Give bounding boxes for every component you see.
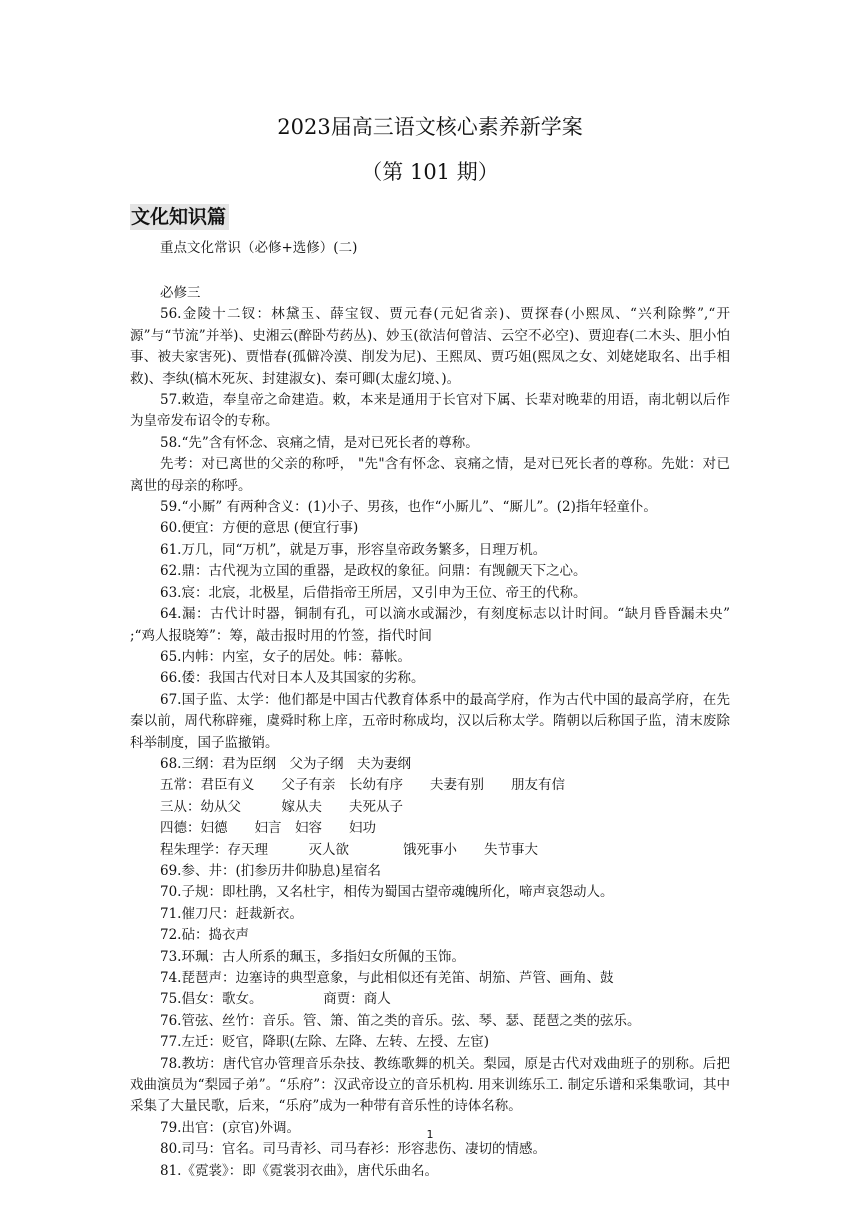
- body-paragraph: 64.漏：古代计时器，铜制有孔，可以滴水或漏沙，有刻度标志以计时间。“缺月昏昏漏未央” ;“鸡人报晓筹”：筹，敲击报时用的竹签，指代时间: [130, 606, 730, 644]
- body-paragraph: 60.便宜：方便的意思 (便宜行事): [160, 520, 359, 537]
- body-paragraph: 71.催刀尺：赶裁新衣。: [160, 905, 303, 922]
- body-paragraph: 73.环珮：古人所系的珮玉，多指妇女所佩的玉饰。: [160, 948, 465, 965]
- body-paragraph: 72.砧：捣衣声: [160, 927, 249, 944]
- body-paragraph: 81.《霓裳》：即《霓裳羽衣曲》，唐代乐曲名。: [160, 1162, 438, 1179]
- body-paragraph: 79.出官：(京官)外调。: [160, 1119, 301, 1136]
- body-paragraph: 77.左迁：贬官，降职(左除、左降、左转、左授、左宦): [160, 1034, 490, 1051]
- page-number: 1: [426, 1128, 434, 1141]
- body-paragraph: 65.内帏：内室，女子的居处。帏：幕帐。: [160, 648, 411, 665]
- body-paragraph: 62.鼎：古代视为立国的重器，是政权的象征。问鼎：有觊觎天下之心。: [160, 563, 587, 580]
- body-paragraph: 78.教坊：唐代官办管理音乐杂技、教练歌舞的机关。梨园，原是古代对戏曲班子的别称。后把戏曲演员为“梨园子弟”。“乐府”：汉武帝设立的音乐机构. 用来训练乐工. 制定乐谱和采集歌词，其中采集了大量民歌，后来，“乐府”成为一种带有音乐性的诗体名称。: [130, 1055, 730, 1115]
- body-paragraph: 三从：幼从父 嫁从夫 夫死从子: [160, 798, 403, 815]
- body-paragraph: 76.管弦、丝竹：音乐。管、箫、笛之类的音乐。弦、琴、瑟、琵琶之类的弦乐。: [160, 1012, 641, 1029]
- body-paragraph: 80.司马：官名。司马青衫、司马春衫：形容悲伤、凄切的情感。: [160, 1141, 546, 1158]
- body-paragraph: 70.子规：即杜鹃，又名杜宇，相传为蜀国古望帝魂魄所化，啼声哀怨动人。: [160, 884, 614, 901]
- body-paragraph: 63.宸：北宸，北极星，后借指帝王所居，又引申为王位、帝王的代称。: [160, 584, 587, 601]
- body-paragraph: 五常：君臣有义 父子有亲 长幼有序 夫妻有别 朋友有信: [160, 777, 565, 794]
- body-paragraph: 67.国子监、太学：他们都是中国古代教育体系中的最高学府，作为古代中国的最高学府，在先秦以前，周代称辟雍，虞舜时称上庠，五帝时称成均，汉以后称太学。隋朝以后称国子监，清末废除科举制度，国子监撤销。: [130, 691, 730, 751]
- body-paragraph: 69.参、井：(扪参历井仰胁息)星宿名: [160, 862, 382, 879]
- body-paragraph: 57.敕造，奉皇帝之命建造。敕，本来是通用于长官对下属、长辈对晚辈的用语，南北朝以后作为皇帝发布诏令的专称。: [130, 392, 730, 430]
- body-paragraph: 66.倭：我国古代对日本人及其国家的劣称。: [160, 670, 425, 687]
- body-paragraph: 程朱理学：存天理 灭人欲 饿死事小 失节事大: [160, 841, 538, 858]
- body-paragraph: 74.琵琶声：边塞诗的典型意象，与此相似还有羌笛、胡笳、芦管、画角、鼓: [160, 970, 614, 986]
- body-text: [130, 283, 730, 1182]
- body-paragraph: 61.万几，同“万机”，就是万事，形容皇帝政务繁多，日理万机。: [160, 541, 547, 558]
- body-paragraph: 必修三: [160, 285, 201, 301]
- body-paragraph: 59.“小厮” 有两种含义：(1)小子、男孩，也作“小厮儿”、“厮儿”。(2)指年轻童仆。: [160, 499, 657, 516]
- section-heading: 文化知识篇: [130, 204, 229, 230]
- body-paragraph: 75.倡女：歌女。 商贾：商人: [160, 991, 391, 1008]
- body-paragraph: 58.“先”含有怀念、哀痛之情，是对已死长者的尊称。: [160, 434, 479, 451]
- section-subheading: 重点文化常识（必修+选修）(二): [160, 240, 358, 256]
- body-paragraph: 四德：妇德 妇言 妇容 妇功: [160, 820, 376, 837]
- body-paragraph: 56.金陵十二钗：林黛玉、薛宝钗、贾元春(元妃省亲)、贾探春(小熙凤、“兴利除弊”,“开源”与“节流”并举)、史湘云(醉卧芍药丛)、妙玉(欲洁何曾洁、云空不必空)、贾迎春(二木头、胆小怕事、被夫家害死)、贾惜春(孤僻冷漠、削发为尼)、王熙凤、贾巧姐(熙凤之女、刘姥姥取名、出手相救)、李纨(槁木死灰、封建淑女)、秦可卿(太虚幻境、)。: [130, 306, 730, 387]
- body-paragraph: 68.三纲：君为臣纲 父为子纲 夫为妻纲: [160, 755, 411, 772]
- body-paragraph: 先考：对已离世的父亲的称呼， "先"含有怀念、哀痛之情，是对已死长者的尊称。先妣：对已离世的母亲的称呼。: [130, 456, 730, 494]
- issue-number: （第 101 期）: [361, 160, 499, 184]
- document-title: 2023届高三语文核心素养新学案: [277, 115, 583, 139]
